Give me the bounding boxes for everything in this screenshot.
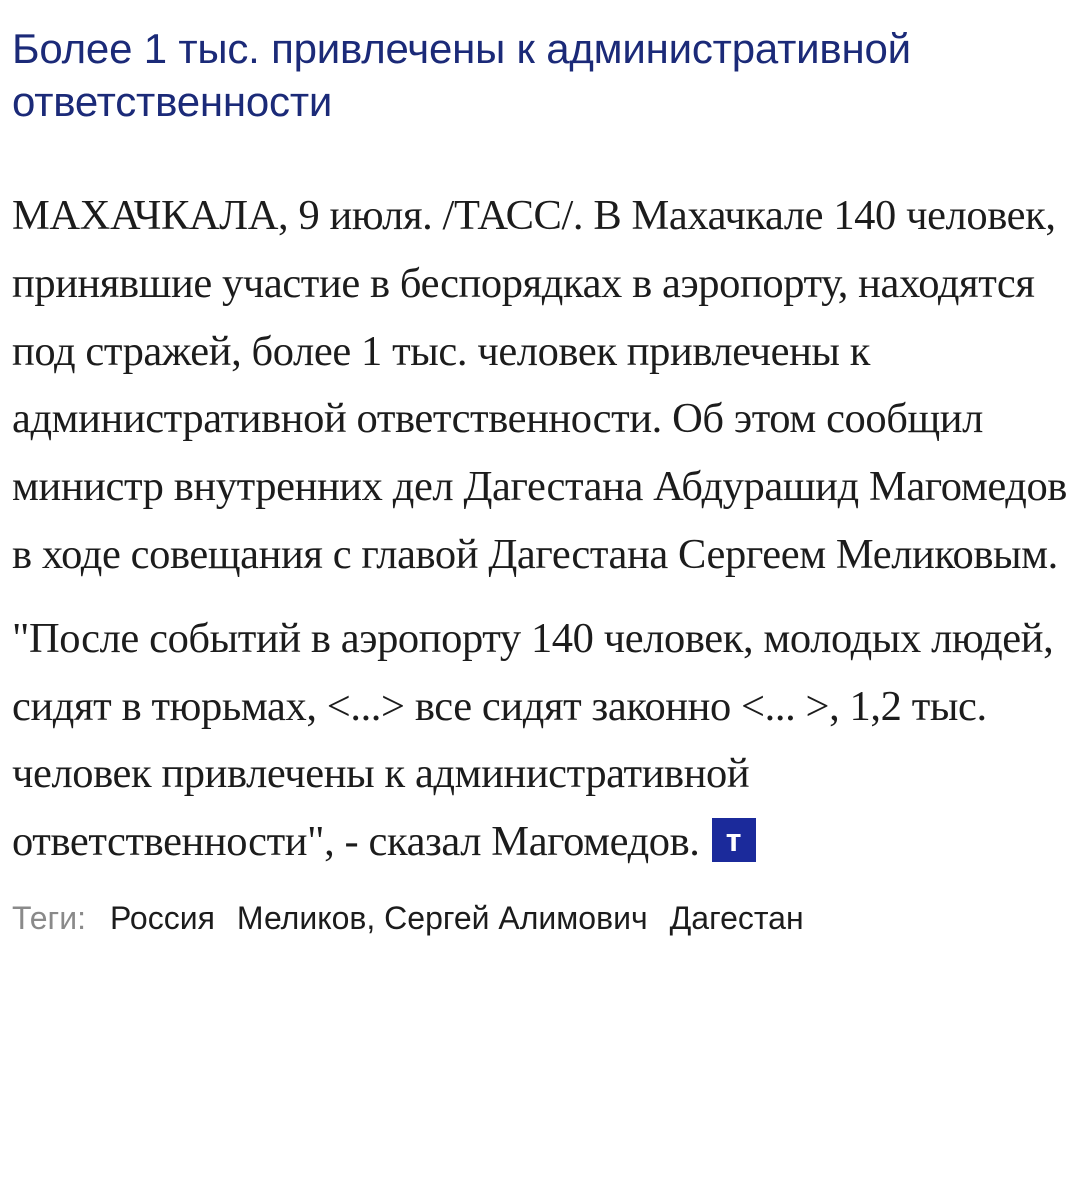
tass-logo-icon: т bbox=[712, 818, 756, 862]
article-paragraph-lead: МАХАЧКАЛА, 9 июля. /ТАСС/. В Махачкале 140 человек, принявшие участие в беспорядках в аэропорту, находятся под стражей, более 1 тыс. человек привлечены к административной ответственности. Об этом сообщил министр внутренних дел Дагестана Абдурашид Магомедов в ходе совещания с главой Дагестана Сергеем Меликовым. bbox=[12, 192, 1067, 578]
article-headline: Более 1 тыс. привлечены к административной ответственности bbox=[12, 25, 911, 125]
tags-label: Теги: bbox=[12, 899, 86, 936]
quote-text: "После событий в аэропорту 140 человек, молодых людей, сидят в тюрьмах, <...> все сидят законно <... >, 1,2 тыс. человек привлечены к административной ответственности", - сказал Магомедов. bbox=[12, 614, 1054, 866]
tag-dagestan[interactable]: Дагестан bbox=[669, 899, 804, 936]
article-paragraph-quote bbox=[12, 605, 1070, 876]
tag-russia[interactable]: Россия bbox=[109, 899, 215, 936]
tag-melikov[interactable]: Меликов, Сергей Алимович bbox=[236, 899, 648, 936]
tags-row bbox=[12, 898, 1070, 938]
article bbox=[12, 22, 1070, 938]
